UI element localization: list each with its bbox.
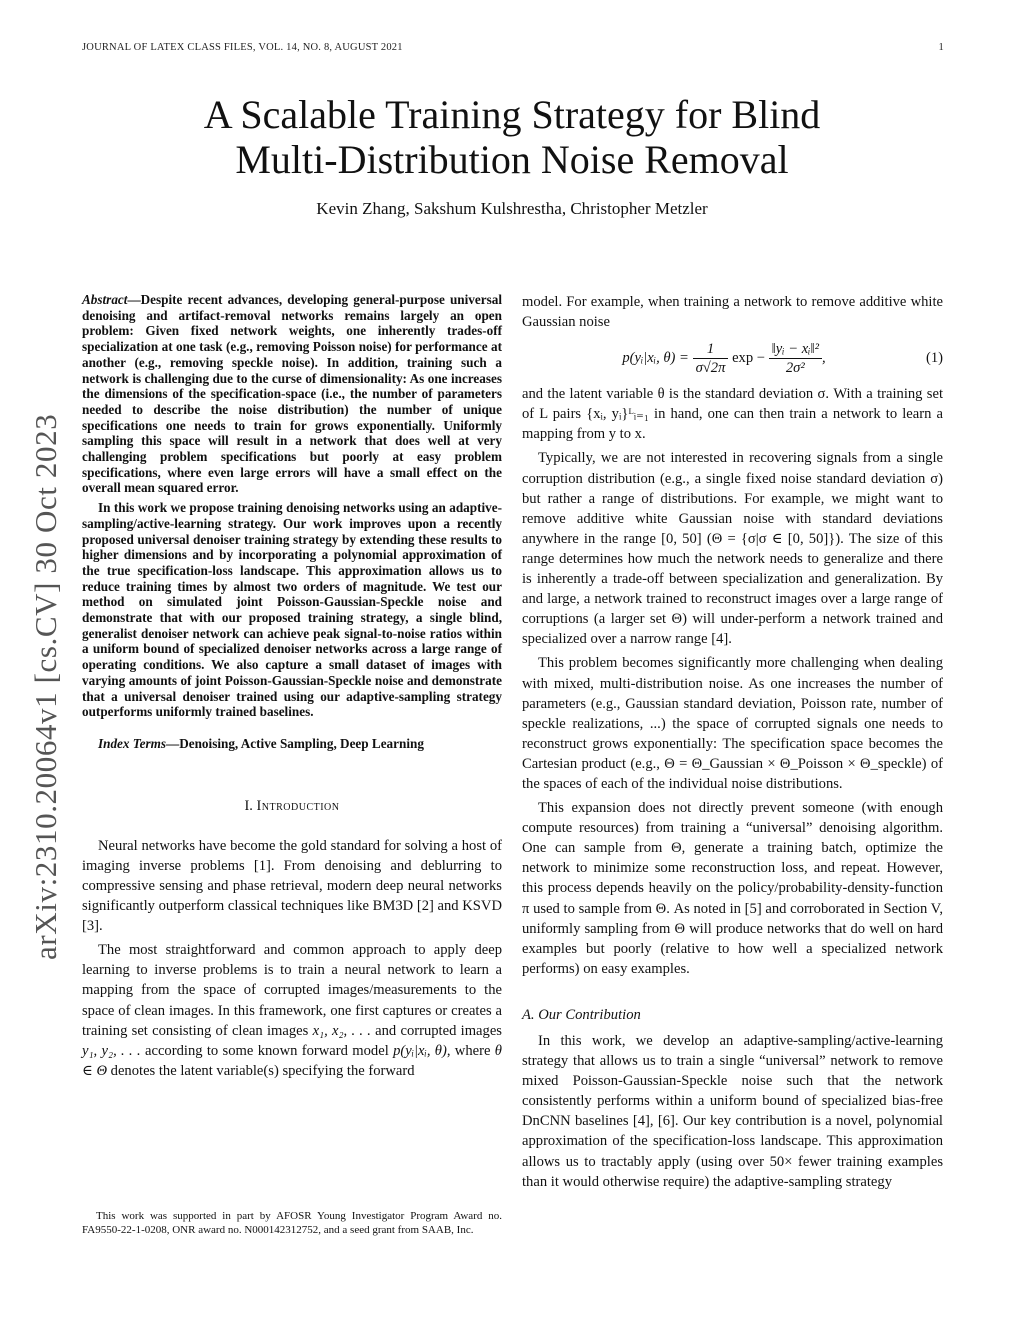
intro-p2-d: , where (446, 1042, 495, 1059)
section-heading-introduction (82, 796, 502, 816)
eq-frac1-denominator: σ√2π (695, 359, 726, 376)
intro-p2-b: and corrupted images (370, 1022, 502, 1039)
problem-paragraph: This problem becomes significantly more challenging when dealing with mixed, multi-distribution noise. As one increases the number of parameters (e.g., Gaussian standard deviation, Poisson rate, number of speckle realizations, ...) the space of corrupted signals one needs to reconstruct grows exponentially: The specification space becomes the Cartesian product (e.g., Θ = Θ_Gaussian × Θ_Poisson × Θ_speckle) of the spaces of each of the individual noise distributions. (522, 655, 943, 792)
eq-frac1-numerator: 1 (693, 340, 729, 359)
eq-fraction-exponent (769, 340, 822, 377)
abstract-paragraph-1 (82, 292, 502, 496)
index-terms-text: —Denoising, Active Sampling, Deep Learning (166, 735, 424, 751)
math-theta-in-set: θ ∈ Θ (82, 1042, 502, 1079)
right-column (522, 292, 943, 1192)
typically-paragraph: Typically, we are not interested in recovering signals from a single corruption distribution (e.g., a single fixed noise standard deviation σ) but rather a range of distributions. For example, we might want to remove additive white Gaussian noise with standard deviations anywhere in the range [0, 50] (Θ = {σ|σ ∈ [0, 50]}). The size of this range determines how much the network needs to generalize and there is inherently a trade-off between specialization and generalization. By and large, a network trained to reconstruct images over a large range of corruptions (a larger set Θ) will under-perform a network trained and specialized over a narrow range [4]. (522, 450, 943, 648)
page-number: 1 (938, 42, 944, 53)
funding-footnote: This work was supported in part by AFOSR Young Investigator Program Award no. FA9550-22-1-0208, ONR award no. N000142312752, and a seed grant from SAAB, Inc. (82, 1210, 502, 1236)
math-clean-images: x₁, x₂, . . . (312, 1022, 371, 1039)
abstract-text-1: —Despite recent advances, developing general-purpose universal denoising and artifact-removal networks remains largely an open problem: Given fixed network weights, one inherently trades-off specialization at one task (e.g., removing Poisson noise) for performance at another (e.g., removing speckle noise). In addition, training such a network is challenging due to the curse of dimensionality: As one increases the dimensions of the specification-space (i.e., the number of parameters needed to describe the noise distribution) the number of unique specifications one needs to train for grows exponentially. Uniformly sampling this space will result in a network that does well at very challenging problem specifications but poorly at easy problem specifications, where even large errors will have a small effect on the overall mean squared error. (82, 292, 502, 496)
eq-lhs: p(yᵢ|xᵢ, θ) = (622, 349, 689, 366)
eq-fraction-normalizer (693, 340, 729, 377)
math-corrupted-images: y₁, y₂, . . . (82, 1042, 141, 1059)
title-line-2: Multi-Distribution Noise Removal (235, 137, 789, 182)
title-line-1: A Scalable Training Strategy for Blind (203, 92, 821, 137)
intro-p2-c: according to some known forward model (140, 1042, 394, 1059)
author-list: Kevin Zhang, Sakshum Kulshrestha, Christopher Metzler (316, 199, 708, 218)
eq-exp: exp − (732, 349, 766, 366)
abstract-text-2: In this work we propose training denoising networks using an adaptive-sampling/active-learning strategy. Our work improves upon a recently proposed universal denoiser training strategy by extending these results to higher dimensions and by incorporating a polynomial approximation of the true specification-loss landscape. This approximation allows us to reduce training times by almost two orders of magnitude. We test our method on simulated joint Poisson-Gaussian-Speckle noise and demonstrate that with our proposed training strategy, a single blind, generalist denoiser network can achieve peak signal-to-noise ratios within a uniform bound of specialized denoiser networks across a large range of operating conditions. We also capture a small dataset of images with varying amounts of joint Poisson-Gaussian-Speckle noise and demonstrate that a universal denoiser trained using our adaptive-sampling strategy outperforms uniformly trained baselines. (82, 500, 502, 720)
equation-1 (522, 332, 943, 384)
eq-frac2-denominator: 2σ² (785, 359, 805, 376)
running-head (82, 42, 944, 53)
index-terms (82, 736, 502, 752)
math-forward-model: p(yᵢ|xᵢ, θ) (393, 1042, 447, 1059)
intro-p2-a: The most straightforward and common approach to apply deep learning to inverse problems is to train a neural network to learn a mapping from the space of corrupted images/measurements to the space of clean images. In this framework, one first captures or creates a training set consisting of clean images (82, 942, 502, 1039)
contribution-paragraph: In this work, we develop an adaptive-sampling/active-learning strategy that allows us to train a single “universal” network to remove mixed Poisson-Gaussian-Speckle noise such that the network consistently performs within a uniform bound of specialized bias-free DnCNN baselines [4], [6]. Our key contribution is a novel, polynomial approximation of the specification-loss landscape. This approximation allows us to tractably apply (using over 50× fewer training examples than it would otherwise require) the adaptive-sampling strategy (522, 1033, 943, 1190)
abstract-label: Abstract (82, 292, 128, 307)
section-title: Introduction (256, 797, 340, 814)
intro-paragraph-2 (82, 940, 502, 1081)
equation-body (522, 340, 926, 377)
model-continuation: model. For example, when training a network to remove additive white Gaussian noise (522, 294, 943, 331)
section-number: I. (244, 797, 257, 814)
latent-variable-paragraph: and the latent variable θ is the standard deviation σ. With a training set of L pairs {xᵢ, yᵢ}ᴸᵢ₌₁ in hand, one can then train a network to learn a mapping from y to x. (522, 386, 943, 443)
eq-tail: , (821, 349, 826, 366)
eq-frac2-numerator: ‖yᵢ − xᵢ‖² (769, 340, 822, 359)
left-column (82, 292, 502, 1081)
equation-number: (1) (925, 350, 943, 367)
intro-paragraph-1: Neural networks have become the gold standard for solving a host of imaging inverse problems [1]. From denoising and deblurring to compressive sensing and phase retrieval, modern deep neural networks significantly outperform classical techniques like BM3D [2] and KSVD [3]. (82, 837, 502, 935)
arxiv-stamp: arXiv:2310.20064v1 [cs.CV] 30 Oct 2023 (28, 413, 63, 960)
expansion-paragraph: This expansion does not directly prevent someone (with enough compute resources) from training a “universal” denoising algorithm. One can sample from Θ, generate a training batch, optimize the network to minimize some reconstruction loss, and repeat. However, this process depends heavily on the policy/probability-density-function π used to sample from Θ. As noted in [5] and corroborated in Section V, uniformly sampling from Θ will produce networks that do well on hard examples but poorly (relative to how well a specialized network performs) on easy examples. (522, 800, 943, 977)
paper-title (0, 92, 1024, 182)
subsection-heading-contribution: A. Our Contribution (522, 1006, 641, 1023)
intro-p2-e: denotes the latent variable(s) specifying the forward (107, 1062, 415, 1079)
index-terms-label: Index Terms (98, 735, 167, 751)
journal-name: JOURNAL OF LATEX CLASS FILES, VOL. 14, NO. 8, AUGUST 2021 (82, 42, 403, 53)
